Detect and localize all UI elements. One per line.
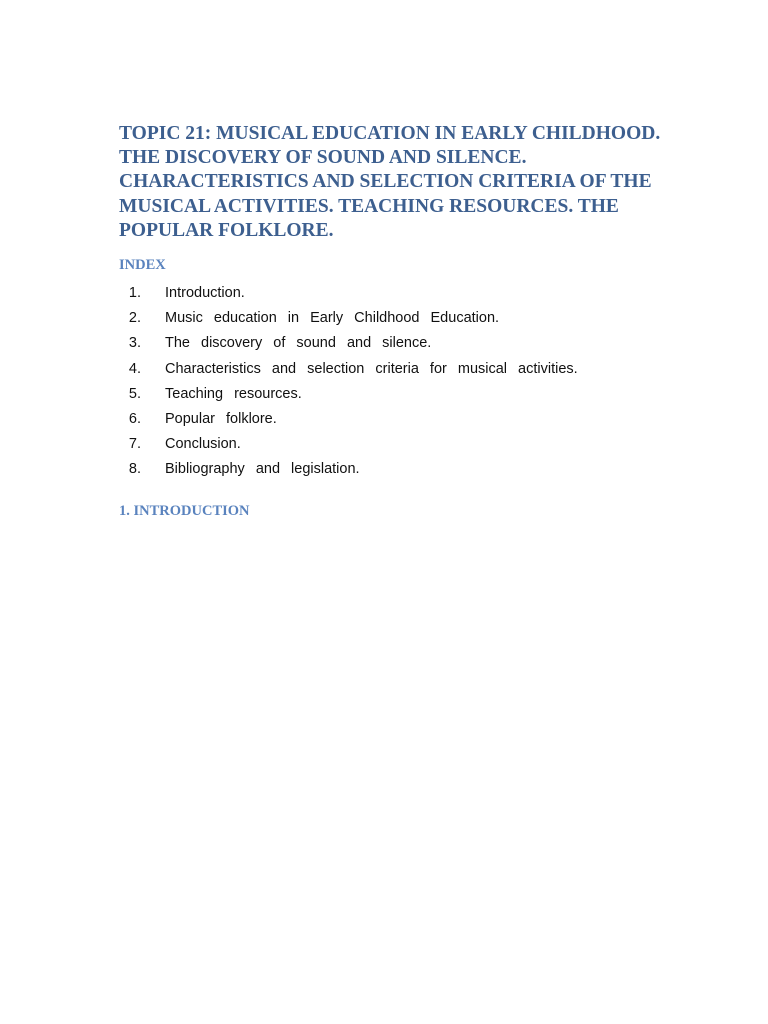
title-line: POPULAR FOLKLORE. xyxy=(119,219,334,241)
index-item xyxy=(119,407,709,432)
index-item-text: The discovery of sound and silence. xyxy=(165,335,432,352)
document-title xyxy=(119,122,709,243)
index-heading: INDEX xyxy=(119,257,166,274)
title-line: THE DISCOVERY OF SOUND AND SILENCE. xyxy=(119,147,527,169)
index-item xyxy=(119,357,709,382)
index-item xyxy=(119,382,709,407)
index-item-text: Teaching resources. xyxy=(165,385,302,402)
index-item-text: Bibliography and legislation. xyxy=(165,461,360,478)
section-heading-introduction: 1. INTRODUCTION xyxy=(119,502,250,519)
index-item-number: 5. xyxy=(128,385,141,402)
index-item-number: 6. xyxy=(128,411,141,428)
index-item-number: 8. xyxy=(128,461,141,478)
index-item-number: 3. xyxy=(128,335,141,352)
title-line: MUSICAL ACTIVITIES. TEACHING RESOURCES. THE xyxy=(119,195,619,217)
index-item-number: 4. xyxy=(128,360,141,377)
title-line: TOPIC 21: MUSICAL EDUCATION IN EARLY CHILDHOOD. xyxy=(119,123,661,144)
index-item-text: Characteristics and selection criteria for musical activities. xyxy=(165,360,578,377)
index-item xyxy=(119,281,709,306)
index-item-text: Music education in Early Childhood Education. xyxy=(165,310,500,327)
index-list xyxy=(119,281,709,483)
index-item-text: Conclusion. xyxy=(165,436,241,453)
title-line: CHARACTERISTICS AND SELECTION CRITERIA OF THE xyxy=(119,171,652,193)
index-item-number: 1. xyxy=(128,285,141,302)
index-item-text: Introduction. xyxy=(165,285,245,302)
index-item xyxy=(119,331,709,356)
index-item-text: Popular folklore. xyxy=(165,411,277,428)
index-item xyxy=(119,306,709,331)
index-item xyxy=(119,432,709,457)
index-item-number: 7. xyxy=(128,436,141,453)
index-item-number: 2. xyxy=(128,310,141,327)
document-content xyxy=(119,122,709,521)
index-item xyxy=(119,457,709,482)
